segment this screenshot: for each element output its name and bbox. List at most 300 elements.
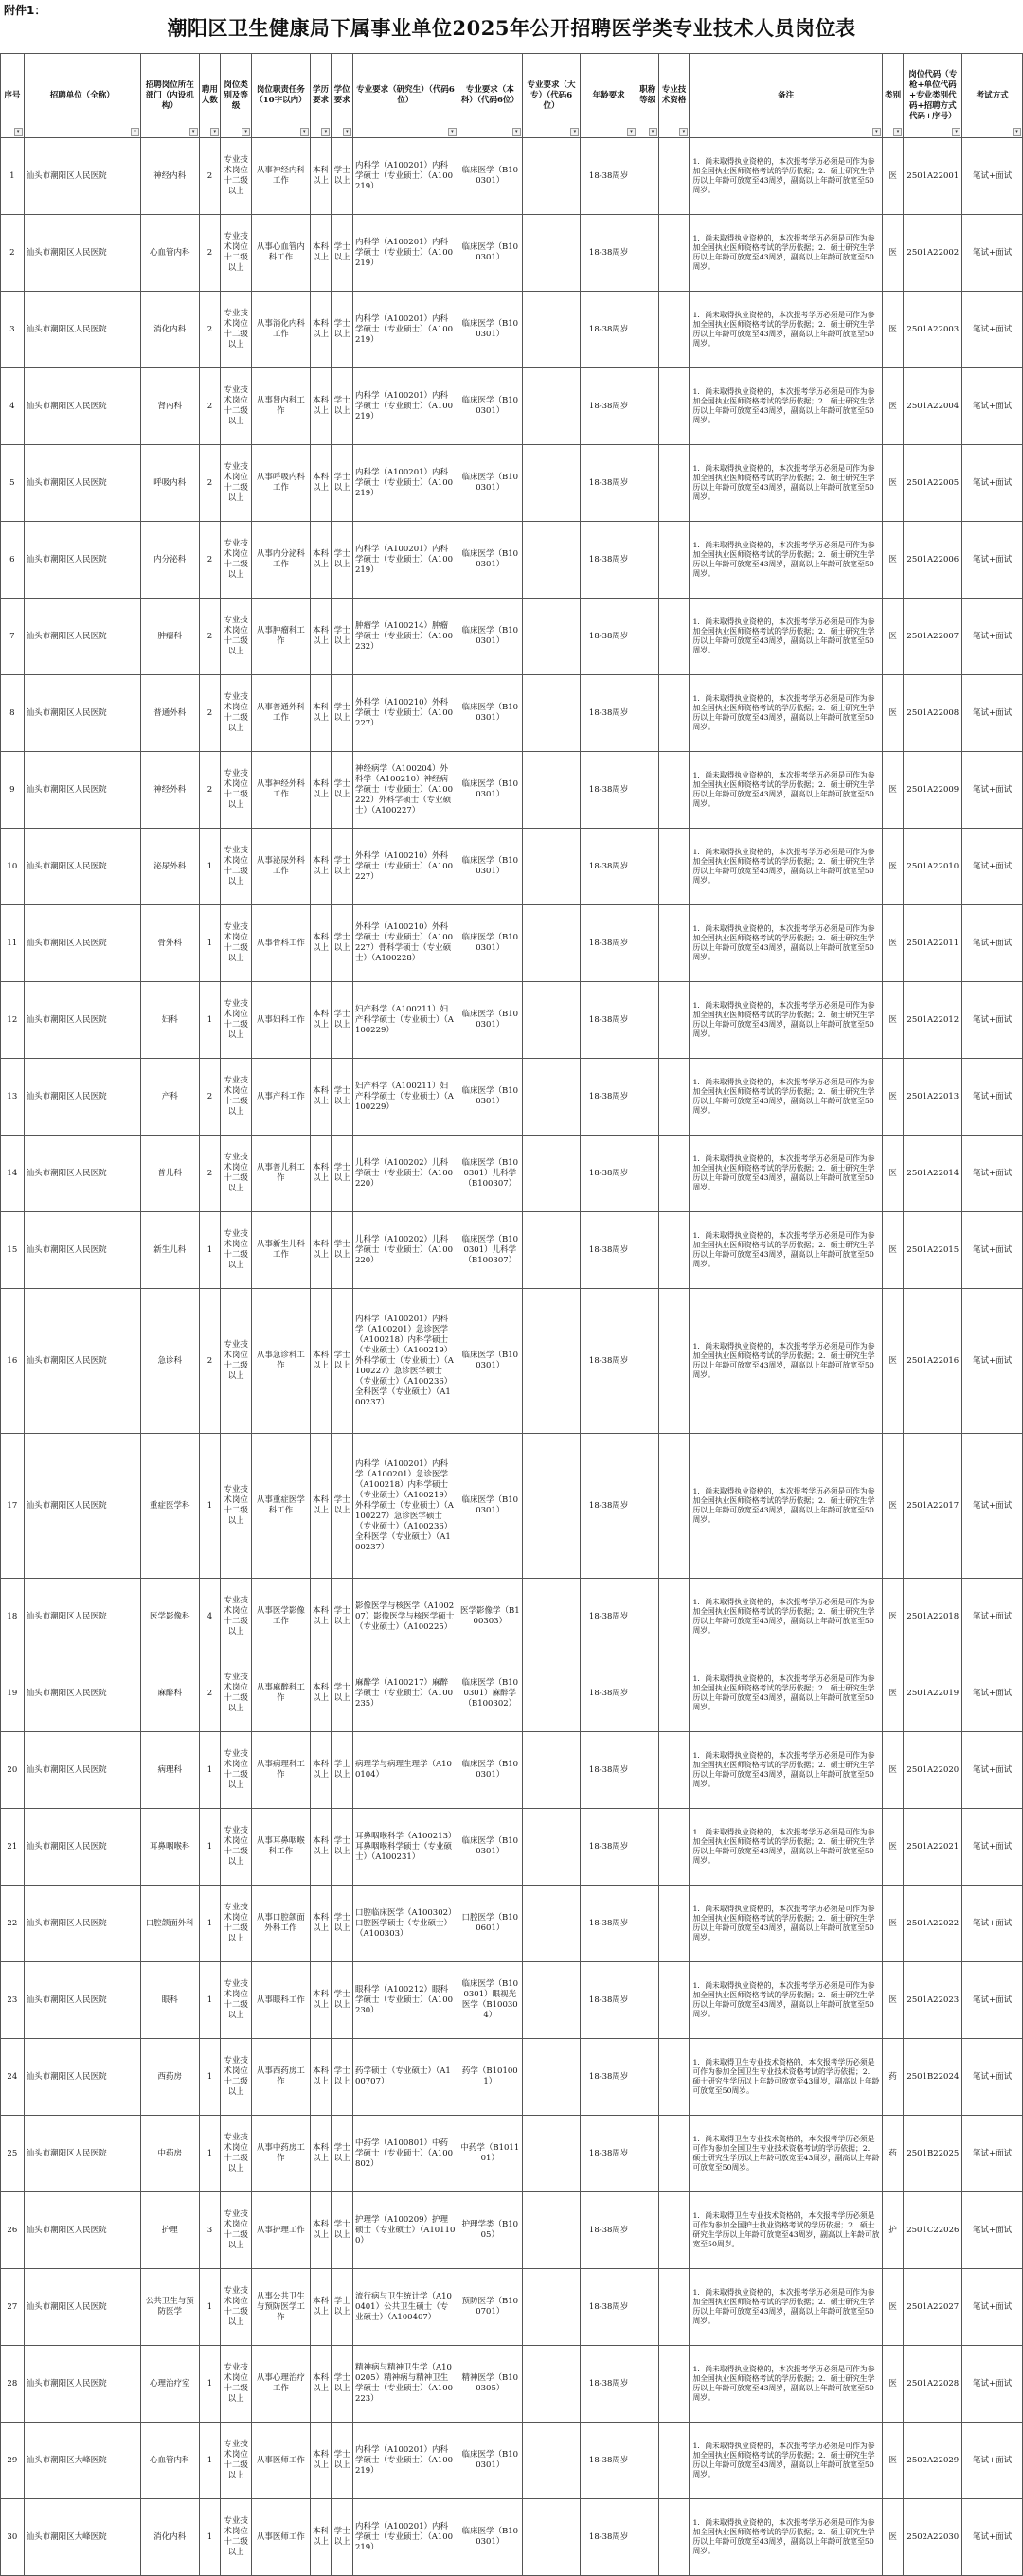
title-level-cell bbox=[637, 1809, 658, 1886]
education-requirement-cell: 本科以上 bbox=[310, 1809, 332, 1886]
title-level-cell bbox=[637, 1212, 658, 1289]
qualification-cell bbox=[658, 1059, 690, 1136]
hire-count-cell: 1 bbox=[199, 1962, 221, 2039]
exam-method-cell: 笔试+面试 bbox=[962, 1579, 1023, 1655]
unit-name-cell: 汕头市潮阳区大峰医院 bbox=[24, 2423, 140, 2499]
department-cell: 神经内科 bbox=[140, 138, 199, 215]
unit-name-cell: 汕头市潮阳区人民医院 bbox=[24, 2192, 140, 2269]
remarks-cell: 1．尚未取得执业资格的，本次报考学历必须是可作为参加全国执业医师资格考试的学历依据；2．硕士研究生学历以上年龄可放宽至43周岁，副高以上年龄可放宽至50周岁。 bbox=[690, 1059, 882, 1136]
category-cell: 药 bbox=[882, 2039, 904, 2116]
age-requirement-cell: 18-38周岁 bbox=[581, 1732, 637, 1809]
education-requirement-cell: 本科以上 bbox=[310, 599, 332, 675]
duty-cell: 从事肾内科工作 bbox=[252, 368, 311, 445]
hire-count-cell: 1 bbox=[199, 2499, 221, 2576]
position-code-cell: 2501A22009 bbox=[904, 752, 962, 829]
position-code-cell: 2501A22005 bbox=[904, 445, 962, 522]
position-level-cell: 专业技术岗位十二级以上 bbox=[221, 522, 252, 599]
college-major-cell bbox=[522, 2346, 581, 2423]
filter-dropdown-icon[interactable]: ▾ bbox=[872, 128, 881, 136]
degree-requirement-cell: 学士以上 bbox=[332, 2423, 353, 2499]
position-code-cell: 2501A22016 bbox=[904, 1289, 962, 1434]
degree-requirement-cell: 学士以上 bbox=[332, 1434, 353, 1579]
attachment-label: 附件1： bbox=[4, 4, 46, 17]
filter-dropdown-icon[interactable]: ▾ bbox=[131, 128, 139, 136]
duty-cell: 从事医师工作 bbox=[252, 2499, 311, 2576]
exam-method-cell: 笔试+面试 bbox=[962, 2039, 1023, 2116]
exam-method-cell: 笔试+面试 bbox=[962, 675, 1023, 752]
unit-name-cell: 汕头市潮阳区人民医院 bbox=[24, 1655, 140, 1732]
row-number-cell: 26 bbox=[1, 2192, 25, 2269]
position-code-cell: 2501A22006 bbox=[904, 522, 962, 599]
filter-dropdown-icon[interactable]: ▾ bbox=[242, 128, 250, 136]
qualification-cell bbox=[658, 1289, 690, 1434]
category-cell: 医 bbox=[882, 905, 904, 982]
position-code-cell: 2501A22022 bbox=[904, 1886, 962, 1962]
unit-name-cell: 汕头市潮阳区人民医院 bbox=[24, 215, 140, 292]
hire-count-cell: 2 bbox=[199, 1059, 221, 1136]
exam-method-cell: 笔试+面试 bbox=[962, 1655, 1023, 1732]
college-major-cell bbox=[522, 138, 581, 215]
unit-name-cell: 汕头市潮阳区人民医院 bbox=[24, 445, 140, 522]
department-cell: 肿瘤科 bbox=[140, 599, 199, 675]
row-number-cell: 22 bbox=[1, 1886, 25, 1962]
title-level-cell bbox=[637, 2192, 658, 2269]
degree-requirement-cell: 学士以上 bbox=[332, 2116, 353, 2192]
graduate-major-cell: 妇产科学（A100211）妇产科学硕士（专业硕士）（A100229） bbox=[352, 1059, 458, 1136]
graduate-major-cell: 影像医学与核医学（A100207）影像医学与核医学硕士（专业硕士）（A100225） bbox=[352, 1579, 458, 1655]
table-row bbox=[1, 522, 1023, 599]
education-requirement-cell: 本科以上 bbox=[310, 138, 332, 215]
column-header bbox=[221, 54, 252, 138]
unit-name-cell: 汕头市潮阳区人民医院 bbox=[24, 1732, 140, 1809]
degree-requirement-cell: 学士以上 bbox=[332, 368, 353, 445]
qualification-cell bbox=[658, 522, 690, 599]
college-major-cell bbox=[522, 215, 581, 292]
qualification-cell bbox=[658, 1212, 690, 1289]
undergraduate-major-cell: 临床医学（B100301） bbox=[458, 522, 522, 599]
category-cell: 医 bbox=[882, 675, 904, 752]
qualification-cell bbox=[658, 982, 690, 1059]
department-cell: 麻醉科 bbox=[140, 1655, 199, 1732]
table-row bbox=[1, 599, 1023, 675]
hire-count-cell: 1 bbox=[199, 1212, 221, 1289]
table-row bbox=[1, 982, 1023, 1059]
column-header bbox=[581, 54, 637, 138]
remarks-cell: 1．尚未取得卫生专业技术资格的，本次报考学历必须是可作为参加全国卫生专业技术资格考试的学历依据；2．硕士研究生学历以上年龄可放宽至43周岁，副高以上年龄可放宽至50周岁。 bbox=[690, 2039, 882, 2116]
unit-name-cell: 汕头市潮阳区人民医院 bbox=[24, 1579, 140, 1655]
qualification-cell bbox=[658, 445, 690, 522]
position-code-cell: 2501A22010 bbox=[904, 829, 962, 905]
filter-dropdown-icon[interactable]: ▾ bbox=[343, 128, 351, 136]
position-code-cell: 2501A22003 bbox=[904, 292, 962, 368]
category-cell: 医 bbox=[882, 1732, 904, 1809]
position-level-cell: 专业技术岗位十二级以上 bbox=[221, 1732, 252, 1809]
category-cell: 医 bbox=[882, 292, 904, 368]
age-requirement-cell: 18-38周岁 bbox=[581, 1655, 637, 1732]
table-row bbox=[1, 1579, 1023, 1655]
department-cell: 心血管内科 bbox=[140, 215, 199, 292]
qualification-cell bbox=[658, 2499, 690, 2576]
education-requirement-cell: 本科以上 bbox=[310, 752, 332, 829]
hire-count-cell: 2 bbox=[199, 215, 221, 292]
position-code-cell: 2501C22026 bbox=[904, 2192, 962, 2269]
duty-cell: 从事医师工作 bbox=[252, 2423, 311, 2499]
unit-name-cell: 汕头市潮阳区人民医院 bbox=[24, 599, 140, 675]
remarks-cell: 1．尚未取得执业资格的，本次报考学历必须是可作为参加全国执业医师资格考试的学历依据；2．硕士研究生学历以上年龄可放宽至43周岁，副高以上年龄可放宽至50周岁。 bbox=[690, 1732, 882, 1809]
column-header bbox=[690, 54, 882, 138]
qualification-cell bbox=[658, 2269, 690, 2346]
college-major-cell bbox=[522, 2039, 581, 2116]
undergraduate-major-cell: 临床医学（B100301） bbox=[458, 1434, 522, 1579]
hire-count-cell: 1 bbox=[199, 2346, 221, 2423]
education-requirement-cell: 本科以上 bbox=[310, 2116, 332, 2192]
column-header bbox=[522, 54, 581, 138]
column-header-label: 考试方式 bbox=[976, 90, 1009, 100]
filter-dropdown-icon[interactable]: ▾ bbox=[649, 128, 657, 136]
position-level-cell: 专业技术岗位十二级以上 bbox=[221, 2499, 252, 2576]
qualification-cell bbox=[658, 829, 690, 905]
remarks-cell: 1．尚未取得执业资格的，本次报考学历必须是可作为参加全国执业医师资格考试的学历依据；2．硕士研究生学历以上年龄可放宽至43周岁，副高以上年龄可放宽至50周岁。 bbox=[690, 215, 882, 292]
table-row bbox=[1, 1886, 1023, 1962]
filter-dropdown-icon[interactable]: ▾ bbox=[570, 128, 579, 136]
department-cell: 骨外科 bbox=[140, 905, 199, 982]
row-number-cell: 11 bbox=[1, 905, 25, 982]
row-number-cell: 24 bbox=[1, 2039, 25, 2116]
page-title: 潮阳区卫生健康局下属事业单位2025年公开招聘医学类专业技术人员岗位表 bbox=[167, 16, 856, 40]
exam-method-cell: 笔试+面试 bbox=[962, 1732, 1023, 1809]
age-requirement-cell: 18-38周岁 bbox=[581, 2269, 637, 2346]
title-level-cell bbox=[637, 675, 658, 752]
row-number-cell: 10 bbox=[1, 829, 25, 905]
department-cell: 泌尿外科 bbox=[140, 829, 199, 905]
college-major-cell bbox=[522, 522, 581, 599]
category-cell: 医 bbox=[882, 1059, 904, 1136]
duty-cell: 从事普儿科工作 bbox=[252, 1136, 311, 1212]
filter-dropdown-icon[interactable]: ▾ bbox=[189, 128, 198, 136]
table-row bbox=[1, 1962, 1023, 2039]
filter-dropdown-icon[interactable]: ▾ bbox=[14, 128, 23, 136]
title-level-cell bbox=[637, 2039, 658, 2116]
college-major-cell bbox=[522, 1212, 581, 1289]
hire-count-cell: 1 bbox=[199, 1434, 221, 1579]
undergraduate-major-cell: 临床医学（B100301） bbox=[458, 829, 522, 905]
education-requirement-cell: 本科以上 bbox=[310, 982, 332, 1059]
duty-cell: 从事神经外科工作 bbox=[252, 752, 311, 829]
department-cell: 产科 bbox=[140, 1059, 199, 1136]
exam-method-cell: 笔试+面试 bbox=[962, 2346, 1023, 2423]
unit-name-cell: 汕头市潮阳区人民医院 bbox=[24, 138, 140, 215]
exam-method-cell: 笔试+面试 bbox=[962, 752, 1023, 829]
table-row bbox=[1, 2192, 1023, 2269]
department-cell: 肾内科 bbox=[140, 368, 199, 445]
hire-count-cell: 4 bbox=[199, 1579, 221, 1655]
duty-cell: 从事护理工作 bbox=[252, 2192, 311, 2269]
graduate-major-cell: 内科学（A100201）内科学（A100201）急诊医学（A100218）内科学硕士（专业硕士）（A100219）外科学硕士（专业硕士）（A100227）急诊医学硕士（专业硕士）（A100236）全科医学（专业硕士）（A100237） bbox=[352, 1289, 458, 1434]
department-cell: 妇科 bbox=[140, 982, 199, 1059]
hire-count-cell: 2 bbox=[199, 138, 221, 215]
filter-dropdown-icon[interactable]: ▾ bbox=[300, 128, 309, 136]
category-cell: 医 bbox=[882, 2269, 904, 2346]
row-number-cell: 28 bbox=[1, 2346, 25, 2423]
row-number-cell: 23 bbox=[1, 1962, 25, 2039]
age-requirement-cell: 18-38周岁 bbox=[581, 829, 637, 905]
graduate-major-cell: 病理学与病理生理学（A100104） bbox=[352, 1732, 458, 1809]
duty-cell: 从事肿瘤科工作 bbox=[252, 599, 311, 675]
undergraduate-major-cell: 临床医学（B100301）儿科学（B100307） bbox=[458, 1136, 522, 1212]
position-code-cell: 2501B22024 bbox=[904, 2039, 962, 2116]
degree-requirement-cell: 学士以上 bbox=[332, 522, 353, 599]
department-cell: 消化内科 bbox=[140, 292, 199, 368]
title-level-cell bbox=[637, 905, 658, 982]
duty-cell: 从事心理治疗工作 bbox=[252, 2346, 311, 2423]
college-major-cell bbox=[522, 752, 581, 829]
undergraduate-major-cell: 预防医学（B100701） bbox=[458, 2269, 522, 2346]
position-code-cell: 2502A22030 bbox=[904, 2499, 962, 2576]
title-level-cell bbox=[637, 2499, 658, 2576]
remarks-cell: 1．尚未取得执业资格的，本次报考学历必须是可作为参加全国执业医师资格考试的学历依据；2．硕士研究生学历以上年龄可放宽至43周岁，副高以上年龄可放宽至50周岁。 bbox=[690, 138, 882, 215]
undergraduate-major-cell: 临床医学（B100301） bbox=[458, 2423, 522, 2499]
education-requirement-cell: 本科以上 bbox=[310, 905, 332, 982]
education-requirement-cell: 本科以上 bbox=[310, 1289, 332, 1434]
age-requirement-cell: 18-38周岁 bbox=[581, 1434, 637, 1579]
duty-cell: 从事病理科工作 bbox=[252, 1732, 311, 1809]
age-requirement-cell: 18-38周岁 bbox=[581, 138, 637, 215]
education-requirement-cell: 本科以上 bbox=[310, 1655, 332, 1732]
category-cell: 医 bbox=[882, 982, 904, 1059]
position-code-cell: 2501A22019 bbox=[904, 1655, 962, 1732]
position-level-cell: 专业技术岗位十二级以上 bbox=[221, 752, 252, 829]
title-level-cell bbox=[637, 599, 658, 675]
graduate-major-cell: 中药学（A100801）中药学硕士（专业硕士）（A100802） bbox=[352, 2116, 458, 2192]
degree-requirement-cell: 学士以上 bbox=[332, 1962, 353, 2039]
unit-name-cell: 汕头市潮阳区人民医院 bbox=[24, 752, 140, 829]
unit-name-cell: 汕头市潮阳区人民医院 bbox=[24, 1289, 140, 1434]
age-requirement-cell: 18-38周岁 bbox=[581, 2423, 637, 2499]
position-code-cell: 2501A22012 bbox=[904, 982, 962, 1059]
position-code-cell: 2501A22001 bbox=[904, 138, 962, 215]
filter-dropdown-icon[interactable]: ▾ bbox=[321, 128, 330, 136]
title-level-cell bbox=[637, 1579, 658, 1655]
age-requirement-cell: 18-38周岁 bbox=[581, 368, 637, 445]
row-number-cell: 20 bbox=[1, 1732, 25, 1809]
undergraduate-major-cell: 临床医学（B100301） bbox=[458, 982, 522, 1059]
title-level-cell bbox=[637, 368, 658, 445]
qualification-cell bbox=[658, 2192, 690, 2269]
column-header-label: 专业要求（研究生）（代码6位） bbox=[356, 85, 455, 105]
position-level-cell: 专业技术岗位十二级以上 bbox=[221, 675, 252, 752]
position-code-cell: 2501B22025 bbox=[904, 2116, 962, 2192]
title-level-cell bbox=[637, 215, 658, 292]
education-requirement-cell: 本科以上 bbox=[310, 2192, 332, 2269]
undergraduate-major-cell: 临床医学（B100301） bbox=[458, 1809, 522, 1886]
position-level-cell: 专业技术岗位十二级以上 bbox=[221, 1212, 252, 1289]
hire-count-cell: 1 bbox=[199, 2116, 221, 2192]
filter-dropdown-icon[interactable]: ▾ bbox=[952, 128, 960, 136]
education-requirement-cell: 本科以上 bbox=[310, 675, 332, 752]
college-major-cell bbox=[522, 2499, 581, 2576]
column-header-label: 专业要求（大专）（代码6位） bbox=[527, 80, 576, 111]
degree-requirement-cell: 学士以上 bbox=[332, 215, 353, 292]
column-header-label: 学历要求 bbox=[313, 85, 330, 105]
unit-name-cell: 汕头市潮阳区人民医院 bbox=[24, 829, 140, 905]
graduate-major-cell: 外科学（A100210）外科学硕士（专业硕士）（A100227） bbox=[352, 829, 458, 905]
exam-method-cell: 笔试+面试 bbox=[962, 1962, 1023, 2039]
title-level-cell bbox=[637, 445, 658, 522]
title-level-cell bbox=[637, 1886, 658, 1962]
education-requirement-cell: 本科以上 bbox=[310, 2269, 332, 2346]
table-row bbox=[1, 292, 1023, 368]
category-cell: 医 bbox=[882, 1212, 904, 1289]
remarks-cell: 1．尚未取得执业资格的，本次报考学历必须是可作为参加全国执业医师资格考试的学历依据；2．硕士研究生学历以上年龄可放宽至43周岁，副高以上年龄可放宽至50周岁。 bbox=[690, 1962, 882, 2039]
undergraduate-major-cell: 临床医学（B100301）儿科学（B100307） bbox=[458, 1212, 522, 1289]
graduate-major-cell: 眼科学（A100212）眼科学硕士（专业硕士）（A100230） bbox=[352, 1962, 458, 2039]
department-cell: 医学影像科 bbox=[140, 1579, 199, 1655]
hire-count-cell: 3 bbox=[199, 2192, 221, 2269]
column-header-label: 序号 bbox=[4, 90, 21, 100]
age-requirement-cell: 18-38周岁 bbox=[581, 445, 637, 522]
title-level-cell bbox=[637, 1289, 658, 1434]
position-code-cell: 2501A22020 bbox=[904, 1732, 962, 1809]
unit-name-cell: 汕头市潮阳区人民医院 bbox=[24, 982, 140, 1059]
degree-requirement-cell: 学士以上 bbox=[332, 2269, 353, 2346]
hire-count-cell: 1 bbox=[199, 1809, 221, 1886]
graduate-major-cell: 护理学（A100209）护理硕士（专业硕士）（A101100） bbox=[352, 2192, 458, 2269]
column-header bbox=[882, 54, 904, 138]
table-row bbox=[1, 1212, 1023, 1289]
position-code-cell: 2501A22013 bbox=[904, 1059, 962, 1136]
column-header-label: 备注 bbox=[778, 90, 795, 100]
education-requirement-cell: 本科以上 bbox=[310, 2346, 332, 2423]
degree-requirement-cell: 学士以上 bbox=[332, 982, 353, 1059]
hire-count-cell: 2 bbox=[199, 599, 221, 675]
row-number-cell: 3 bbox=[1, 292, 25, 368]
remarks-cell: 1．尚未取得卫生专业技术资格的，本次报考学历必须是可作为参加全国卫生专业技术资格考试的学历依据；2．硕士研究生学历以上年龄可放宽至43周岁，副高以上年龄可放宽至50周岁。 bbox=[690, 2116, 882, 2192]
column-header-label: 专业要求（本科）（代码6位） bbox=[460, 85, 519, 105]
filter-dropdown-icon[interactable]: ▾ bbox=[210, 128, 219, 136]
column-header bbox=[637, 54, 658, 138]
column-header-label: 岗位代码（专枪+单位代码+专业类别代码+招聘方式代码+序号） bbox=[908, 69, 958, 121]
education-requirement-cell: 本科以上 bbox=[310, 829, 332, 905]
header-row bbox=[1, 54, 1023, 138]
undergraduate-major-cell: 临床医学（B100301） bbox=[458, 905, 522, 982]
remarks-cell: 1．尚未取得执业资格的，本次报考学历必须是可作为参加全国执业医师资格考试的学历依据；2．硕士研究生学历以上年龄可放宽至43周岁，副高以上年龄可放宽至50周岁。 bbox=[690, 2499, 882, 2576]
hire-count-cell: 1 bbox=[199, 829, 221, 905]
hire-count-cell: 2 bbox=[199, 292, 221, 368]
graduate-major-cell: 儿科学（A100202）儿科学硕士（专业硕士）（A100220） bbox=[352, 1212, 458, 1289]
qualification-cell bbox=[658, 675, 690, 752]
education-requirement-cell: 本科以上 bbox=[310, 1059, 332, 1136]
graduate-major-cell: 内科学（A100201）内科学硕士（专业硕士）（A100219） bbox=[352, 368, 458, 445]
college-major-cell bbox=[522, 1962, 581, 2039]
graduate-major-cell: 内科学（A100201）内科学硕士（专业硕士）（A100219） bbox=[352, 215, 458, 292]
age-requirement-cell: 18-38周岁 bbox=[581, 1579, 637, 1655]
filter-dropdown-icon[interactable]: ▾ bbox=[679, 128, 688, 136]
duty-cell: 从事骨科工作 bbox=[252, 905, 311, 982]
position-level-cell: 专业技术岗位十二级以上 bbox=[221, 1434, 252, 1579]
age-requirement-cell: 18-38周岁 bbox=[581, 1962, 637, 2039]
filter-dropdown-icon[interactable]: ▾ bbox=[1013, 128, 1021, 136]
age-requirement-cell: 18-38周岁 bbox=[581, 905, 637, 982]
department-cell: 病理科 bbox=[140, 1732, 199, 1809]
row-number-cell: 29 bbox=[1, 2423, 25, 2499]
row-number-cell: 18 bbox=[1, 1579, 25, 1655]
remarks-cell: 1．尚未取得执业资格的，本次报考学历必须是可作为参加全国执业医师资格考试的学历依据；2．硕士研究生学历以上年龄可放宽至43周岁，副高以上年龄可放宽至50周岁。 bbox=[690, 1579, 882, 1655]
college-major-cell bbox=[522, 1809, 581, 1886]
filter-dropdown-icon[interactable]: ▾ bbox=[627, 128, 636, 136]
education-requirement-cell: 本科以上 bbox=[310, 1579, 332, 1655]
graduate-major-cell: 肿瘤学（A100214）肿瘤学硕士（专业硕士）（A100232） bbox=[352, 599, 458, 675]
row-number-cell: 7 bbox=[1, 599, 25, 675]
filter-dropdown-icon[interactable]: ▾ bbox=[893, 128, 902, 136]
title-level-cell bbox=[637, 2116, 658, 2192]
duty-cell: 从事内分泌科工作 bbox=[252, 522, 311, 599]
filter-dropdown-icon[interactable]: ▾ bbox=[448, 128, 457, 136]
degree-requirement-cell: 学士以上 bbox=[332, 1136, 353, 1212]
row-number-cell: 19 bbox=[1, 1655, 25, 1732]
graduate-major-cell: 内科学（A100201）内科学硕士（专业硕士）（A100219） bbox=[352, 2423, 458, 2499]
hire-count-cell: 2 bbox=[199, 368, 221, 445]
graduate-major-cell: 外科学（A100210）外科学硕士（专业硕士）（A100227） bbox=[352, 675, 458, 752]
unit-name-cell: 汕头市潮阳区人民医院 bbox=[24, 2039, 140, 2116]
department-cell: 普通外科 bbox=[140, 675, 199, 752]
column-header-label: 类别 bbox=[885, 90, 902, 100]
age-requirement-cell: 18-38周岁 bbox=[581, 1136, 637, 1212]
row-number-cell: 12 bbox=[1, 982, 25, 1059]
degree-requirement-cell: 学士以上 bbox=[332, 675, 353, 752]
department-cell: 心理治疗室 bbox=[140, 2346, 199, 2423]
degree-requirement-cell: 学士以上 bbox=[332, 1579, 353, 1655]
qualification-cell bbox=[658, 1434, 690, 1579]
category-cell: 医 bbox=[882, 1655, 904, 1732]
table-row bbox=[1, 445, 1023, 522]
undergraduate-major-cell: 医学影像学（B100303） bbox=[458, 1579, 522, 1655]
title-level-cell bbox=[637, 2423, 658, 2499]
hire-count-cell: 2 bbox=[199, 1289, 221, 1434]
duty-cell: 从事耳鼻咽喉科工作 bbox=[252, 1809, 311, 1886]
row-number-cell: 25 bbox=[1, 2116, 25, 2192]
column-header-label: 年龄要求 bbox=[592, 90, 625, 100]
filter-dropdown-icon[interactable]: ▾ bbox=[512, 128, 521, 136]
column-header bbox=[458, 54, 522, 138]
degree-requirement-cell: 学士以上 bbox=[332, 905, 353, 982]
position-level-cell: 专业技术岗位十二级以上 bbox=[221, 2116, 252, 2192]
position-code-cell: 2501A22015 bbox=[904, 1212, 962, 1289]
table-row bbox=[1, 215, 1023, 292]
table-row bbox=[1, 752, 1023, 829]
degree-requirement-cell: 学士以上 bbox=[332, 2039, 353, 2116]
college-major-cell bbox=[522, 1289, 581, 1434]
qualification-cell bbox=[658, 2346, 690, 2423]
column-header-label: 招聘岗位所在部门（内设机构） bbox=[145, 80, 194, 111]
undergraduate-major-cell: 临床医学（B100301） bbox=[458, 2499, 522, 2576]
undergraduate-major-cell: 临床医学（B100301）眼视光医学（B100304） bbox=[458, 1962, 522, 2039]
remarks-cell: 1．尚未取得执业资格的，本次报考学历必须是可作为参加全国执业医师资格考试的学历依据；2．硕士研究生学历以上年龄可放宽至43周岁，副高以上年龄可放宽至50周岁。 bbox=[690, 1136, 882, 1212]
age-requirement-cell: 18-38周岁 bbox=[581, 1059, 637, 1136]
department-cell: 心血管内科 bbox=[140, 2423, 199, 2499]
position-code-cell: 2501A22018 bbox=[904, 1579, 962, 1655]
exam-method-cell: 笔试+面试 bbox=[962, 445, 1023, 522]
row-number-cell: 6 bbox=[1, 522, 25, 599]
title-level-cell bbox=[637, 1962, 658, 2039]
undergraduate-major-cell: 临床医学（B100301）麻醉学（B100302） bbox=[458, 1655, 522, 1732]
education-requirement-cell: 本科以上 bbox=[310, 1732, 332, 1809]
row-number-cell: 5 bbox=[1, 445, 25, 522]
title-level-cell bbox=[637, 2269, 658, 2346]
category-cell: 医 bbox=[882, 522, 904, 599]
column-header bbox=[140, 54, 199, 138]
column-header-label: 聘用人数 bbox=[201, 85, 218, 105]
department-cell: 新生儿科 bbox=[140, 1212, 199, 1289]
